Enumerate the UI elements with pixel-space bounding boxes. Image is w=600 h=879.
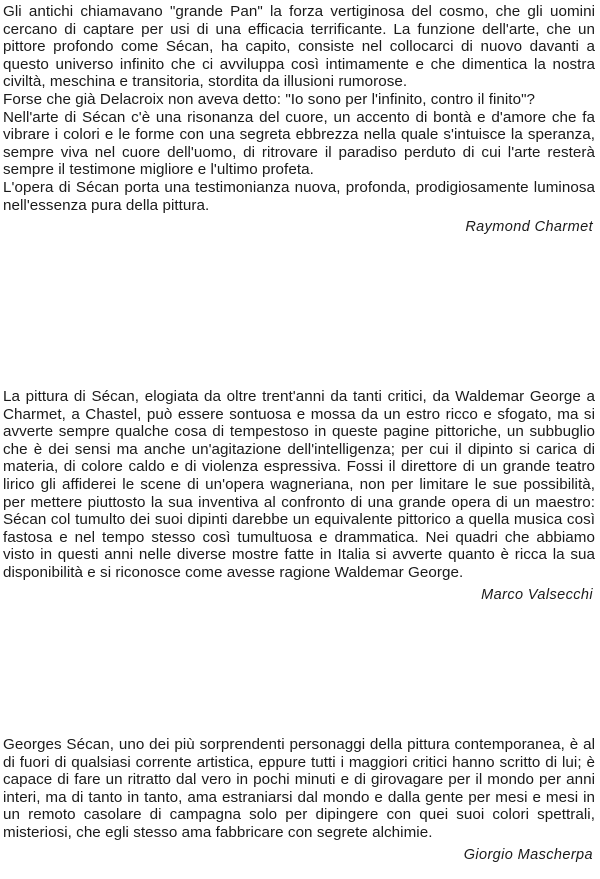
quote-valsecchi bbox=[3, 388, 595, 604]
quote-paragraph: Forse che già Delacroix non aveva detto: "Io sono per l'infinito, contro il finito"? bbox=[3, 90, 536, 108]
quote-paragraph: Georges Sécan, uno dei più sorprendenti personaggi della pittura contemporanea, è al di fuori di qualsiasi corrente artistica, eppure tutti i maggiori critici hanno scritto di lui; è capace di fare un ritratto dal vero in pochi minuti e di girovagare per il mondo per anni interi, ma di tanto in tanto, ama estraniarsi dal mondo e dalla gente per mesi e mesi in un remoto casolare di campagna solo per dipingere con quei suoi colori spettrali, misteriosi, che egli stesso ama fabbricare con segrete alchimie. bbox=[3, 736, 595, 841]
quote-mascherpa bbox=[3, 736, 595, 864]
quote-paragraph: Nell'arte di Sécan c'è una risonanza del cuore, un accento di bontà e d'amore che fa vibrare i colori e le forme con una segreta ebbrezza nella quale s'intuisce la speranza, sempre viva nel cuore dell'uomo, di ritrovare il paradiso perduto di cui l'arte resterà sempre il testimone migliore e l'ultimo profeta. bbox=[3, 108, 595, 179]
author-signature: Marco Valsecchi bbox=[481, 586, 593, 603]
document-page bbox=[3, 0, 595, 879]
quote-paragraph: L'opera di Sécan porta una testimonianza nuova, profonda, prodigiosamente luminosa nell'essenza pura della pittura. bbox=[3, 178, 595, 214]
quote-paragraph: Gli antichi chiamavano "grande Pan" la forza vertiginosa del cosmo, che gli uomini cercano di captare per usi di una efficacia terrificante. La funzione dell'arte, che un pittore profondo come Sécan, ha capito, consiste nel collocarci di nuovo davanti a questo universo infinito che ci avviluppa così intimamente e che dimentica la nostra civiltà, meschina e transitoria, stordita da illusioni rumorose. bbox=[3, 3, 595, 91]
quote-paragraph: La pittura di Sécan, elogiata da oltre trent'anni da tanti critici, da Waldemar George a Charmet, a Chastel, può essere sontuosa e mossa da un estro ricco e sfogato, ma si avverte sempre qualche cosa di tempestoso in queste pagine pittoriche, un subbuglio che è dei sensi ma anche un'agitazione dell'intelligenza; per cui il dipinto si carica di materia, di colore caldo e di violenza espressiva. Fossi il direttore di un grande teatro lirico gli affiderei le scene di un'opera wagneriana, non per limitare le sue possibilità, per mettere piuttosto la sua inventiva al confronto di una grande opera di un maestro: Sécan col tumulto dei suoi dipinti darebbe un equivalente pittorico a quella musica così fastosa e nel tempo stesso così tumultuosa e drammatica. Nei quadri che abbiamo visto in questi anni nelle diverse mostre fatte in Italia si avverte quanto è ricca la sua disponibilità e si riconosce come avesse ragione Waldemar George. bbox=[3, 388, 595, 581]
quote-charmet bbox=[3, 3, 595, 236]
author-signature: Raymond Charmet bbox=[465, 219, 593, 236]
author-signature: Giorgio Mascherpa bbox=[463, 846, 593, 863]
